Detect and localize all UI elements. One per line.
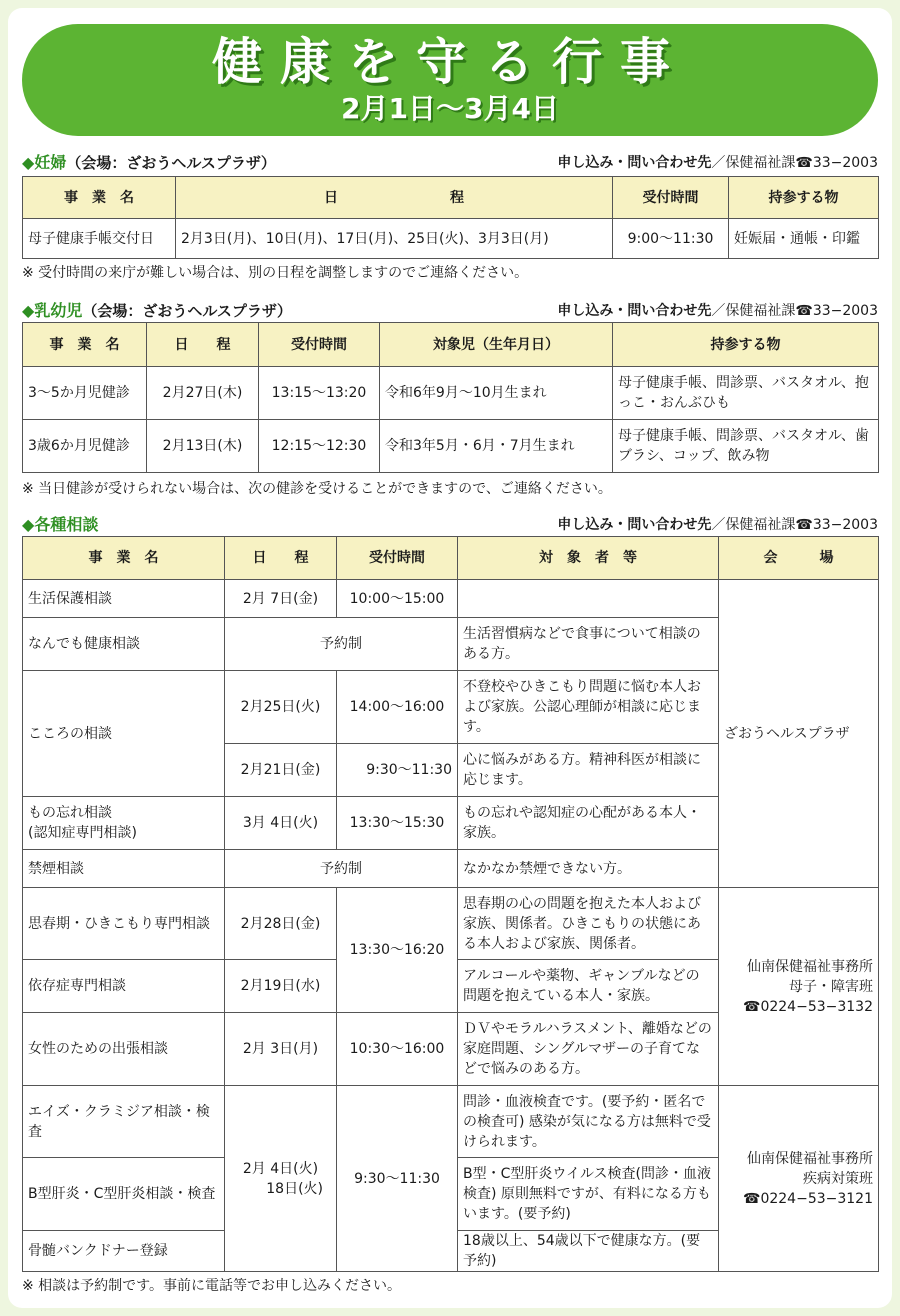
table-row: 依存症専門相談 2月19日(水) アルコールや薬物、ギャンブルなどの問題を抱えている本人・家族。 xyxy=(23,960,879,1013)
table-row: 骨髄バンクドナー登録 18歳以上、54歳以下で健康な方。(要予約) xyxy=(23,1231,879,1272)
table-row: エイズ・クラミジア相談・検査 2月 4日(火) 18日(火) 9:30～11:30 問診・血液検査です。(要予約・匿名での検査可) 感染が気になる方は無料で受けられます。 仙南保健福祉事務所 疾病対策班 ☎0224−53−3121 xyxy=(23,1086,879,1158)
period-label: 2月1日～3月4日 xyxy=(341,92,559,125)
venue-cell: ざおうヘルスプラザ xyxy=(719,580,879,888)
table-row: B型肝炎・C型肝炎相談・検査 B型・C型肝炎ウイルス検査(問診・血液検査) 原則無料ですが、有料になる方もいます。(要予約) xyxy=(23,1158,879,1231)
table-header: 日 程 xyxy=(147,323,259,367)
table-row: 女性のための出張相談 2月 3日(月) 10:30～16:00 ＤＶやモラルハラスメント、離婚などの家庭問題、シングルマザーの子育てなどで悩みのある方。 xyxy=(23,1013,879,1086)
table-header: 受付時間 xyxy=(613,177,729,219)
venue-cell: 仙南保健福祉事務所 疾病対策班 ☎0224−53−3121 xyxy=(719,1086,879,1272)
section-header-nyuyoji xyxy=(22,298,878,320)
table-row: 3～5か月児健診 2月27日(木) 13:15～13:20 令和6年9月～10月生まれ 母子健康手帳、問診票、バスタオル、抱っこ・おんぶひも xyxy=(23,367,879,420)
section-title: ◆乳幼児（会場：ざおうヘルスプラザ） xyxy=(22,301,292,320)
table-row: もの忘れ相談 (認知症専門相談) 3月 4日(火) 13:30～15:30 もの忘れや認知症の心配がある本人・家族。 xyxy=(23,797,879,850)
table-header: 事 業 名 xyxy=(23,177,176,219)
page-title: 健康を守る行事 xyxy=(212,33,688,91)
section-title: ◆妊婦（会場：ざおうヘルスプラザ） xyxy=(22,153,276,172)
title-banner xyxy=(22,24,878,136)
section-header-ninpu xyxy=(22,150,878,172)
nyuyoji-note: ※ 当日健診が受けられない場合は、次の健診を受けることができますので、ご連絡ください。 xyxy=(22,481,612,497)
ninpu-table xyxy=(22,176,879,259)
table-row: こころの相談 2月25日(火) 14:00～16:00 不登校やひきこもり問題に悩む本人および家族。公認心理師が相談に応じます。 xyxy=(23,671,879,744)
contact-info: 申し込み・問い合わせ先／保健福祉課☎33−2003 xyxy=(557,517,878,533)
soudan-note: ※ 相談は予約制です。事前に電話等でお申し込みください。 xyxy=(22,1278,402,1294)
table-row: 3歳6か月児健診 2月13日(木) 12:15～12:30 令和3年5月・6月・7月生まれ 母子健康手帳、問診票、バスタオル、歯ブラシ、コップ、飲み物 xyxy=(23,420,879,473)
ninpu-note: ※ 受付時間の来庁が難しい場合は、別の日程を調整しますのでご連絡ください。 xyxy=(22,265,529,281)
section-title: ◆各種相談 xyxy=(22,515,99,534)
soudan-table xyxy=(22,536,879,1272)
diamond-icon: ◆ xyxy=(22,301,35,320)
contact-info: 申し込み・問い合わせ先／保健福祉課☎33−2003 xyxy=(557,303,878,319)
table-row: 母子健康手帳交付日 2月3日(月)、10日(月)、17日(月)、25日(火)、3月3日(月) 9:00～11:30 妊娠届・通帳・印鑑 xyxy=(23,219,879,259)
table-header: 事 業 名 xyxy=(23,323,147,367)
venue-cell: 仙南保健福祉事務所 母子・障害班 ☎0224−53−3132 xyxy=(719,888,879,1086)
section-header-soudan xyxy=(22,512,878,534)
table-row: 思春期・ひきこもり専門相談 2月28日(金) 13:30～16:20 思春期の心の問題を抱えた本人および家族、関係者。ひきこもりの状態にある本人および家族、関係者。 仙南保健福祉事務所 母子・障害班 ☎0224−53−3132 xyxy=(23,888,879,960)
table-header: 日 程 xyxy=(225,537,337,580)
table-row: 禁煙相談 予約制 なかなか禁煙できない方。 xyxy=(23,850,879,888)
diamond-icon: ◆ xyxy=(22,515,35,534)
contact-info: 申し込み・問い合わせ先／保健福祉課☎33−2003 xyxy=(557,155,878,171)
nyuyoji-table xyxy=(22,322,879,473)
table-header: 会 場 xyxy=(719,537,879,580)
table-header: 持参する物 xyxy=(729,177,879,219)
table-row: 生活保護相談 2月 7日(金) 10:00～15:00 ざおうヘルスプラザ xyxy=(23,580,879,618)
diamond-icon: ◆ xyxy=(22,153,35,172)
table-header: 日 程 xyxy=(176,177,613,219)
table-header: 受付時間 xyxy=(337,537,458,580)
table-row: なんでも健康相談 予約制 生活習慣病などで食事について相談のある方。 xyxy=(23,618,879,671)
table-header: 事 業 名 xyxy=(23,537,225,580)
table-row: 2月21日(金) 9:30～11:30 心に悩みがある方。精神科医が相談に応じます。 xyxy=(23,744,879,797)
table-header: 対 象 者 等 xyxy=(458,537,719,580)
table-header: 持参する物 xyxy=(613,323,879,367)
table-header: 対象児（生年月日） xyxy=(380,323,613,367)
table-header: 受付時間 xyxy=(259,323,380,367)
